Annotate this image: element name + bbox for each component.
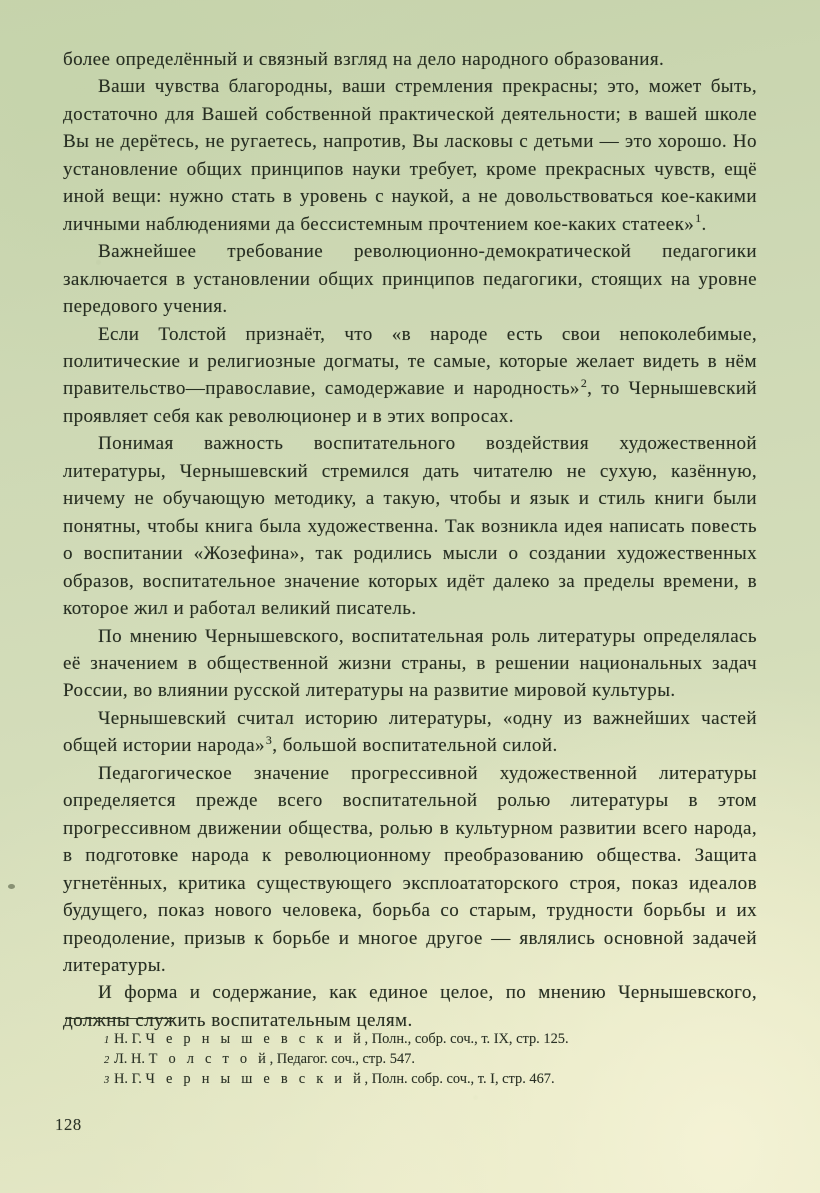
footnote-reference: , Педагог. соч., стр. 547. (269, 1050, 415, 1067)
paragraph-text-tail: , большой воспитательной силой. (272, 735, 558, 757)
paragraph-text: Чернышевский считал историю литературы, «одну из важнейших частей общей истории народа» (63, 707, 757, 757)
paragraph-text: И форма и содержание, как единое целое, по мнению Чернышевского, должны служить воспитательным целям. (63, 982, 757, 1031)
paragraph-po-mneniyu (63, 623, 757, 705)
footnote-author-surname: Ч е р н ы ш е в с к и й (145, 1070, 365, 1087)
paragraph-text: Понимая важность воспитательного воздействия художественной литературы, Чернышевский стремился дать читателю не сухую, казённую, ничему не обучающую методику, а такую, чтобы и язык и стиль книги были понятны, чтобы книга была художественна. Так возникла идея написать повесть о воспитании «Жозефина», так родились мысли о создании художественных образов, воспитательное значение которых идёт далеко за пределы времени, в которое жил и работал великий писатель. (63, 433, 757, 620)
footnote-item (63, 1070, 757, 1090)
footnote-marker: 3 (104, 1074, 110, 1086)
footnote-author-initials: Н. Г. (114, 1031, 142, 1047)
paragraph-chernyshevskii-schital (63, 705, 757, 760)
footnote-marker: 2 (104, 1054, 110, 1066)
paragraph-text: Важнейшее требование революционно-демократической педагогики заключается в установлении общих принципов педагогики, стоящих на уровне передового учения. (63, 241, 757, 318)
paragraph-text: более определённый и связный взгляд на дело народного образования. (63, 49, 665, 70)
paragraph-text-tail: . (701, 213, 707, 235)
paragraph-esli-tolstoi (63, 321, 757, 431)
footnote-block (63, 1018, 757, 1089)
paragraph-text: По мнению Чернышевского, воспитательная роль литературы определялась её значением в общественной жизни страны, в решении национальных задач России, во влиянии русской литературы на развитие мировой культуры. (63, 625, 757, 702)
footnote-separator-rule (65, 1018, 175, 1019)
paragraph-text-tail: , то Чернышевский проявляет себя как революционер и в этих вопросах. (63, 378, 757, 427)
paragraph-pedagogicheskoe-znachenie (63, 760, 757, 980)
paragraph-carryover (63, 46, 757, 73)
paragraph-text: Ваши чувства благородны, ваши стремления прекрасны; это, может быть, достаточно для Вашей собственной практической деятельности; в вашей школе Вы не дерётесь, не ругаетесь, напротив, Вы ласковы с детьми — это хорошо. Но установление общих принципов науки требует, кроме прекрасных чувств, ещё иной вещи: нужно стать в уровень с наукой, а не довольствоваться кое-какими личными наблюдениями да бессистемным прочтением кое-каких статеек» (63, 76, 757, 235)
footnote-author-initials: Л. Н. (114, 1050, 145, 1067)
footnote-ref-1[interactable]: 1 (695, 211, 702, 226)
footnote-list (63, 1030, 757, 1089)
scan-artifact-speck (8, 884, 15, 889)
footnote-ref-3[interactable]: 3 (265, 732, 273, 747)
paragraph-ponimaya-vazhnost (63, 430, 757, 622)
paragraph-text: Если Толстой признаёт, что «в народе есть свои непоколебимые, политические и религиозные догматы, те самые, которые желает видеть в нём правительство—православие, самодержавие и народность» (63, 323, 757, 400)
footnote-author-surname: Ч е р н ы ш е в с к и й (145, 1031, 365, 1047)
footnote-reference: , Полн. собр. соч., т. I, стр. 467. (364, 1070, 555, 1087)
paragraph-text: Педагогическое значение прогрессивной художественной литературы определяется прежде всего воспитательной ролью литературы в этом прогрессивном движении общества, ролью в культурном развитии всего народа, в подготовке народа к революционному преобразованию общества. Защита угнетённых, критика существующего эксплоататорского строя, показ идеалов будущего, показ нового человека, борьба со старым, трудности борьбы и их преодоление, призыв к борьбе и многое другое — являлись основной задачей литературы. (63, 762, 757, 976)
footnote-item (63, 1030, 757, 1050)
paragraph-vazhneishee-trebovanie (63, 238, 757, 320)
footnote-ref-2[interactable]: 2 (580, 376, 588, 391)
page-number: 128 (55, 1115, 82, 1134)
footnote-marker: 1 (104, 1035, 110, 1046)
footnote-author-initials: Н. Г. (114, 1070, 142, 1087)
footnote-author-surname: Т о л с т о й (148, 1050, 270, 1067)
footnote-item (63, 1050, 757, 1070)
paragraph-vashi-chuvstva (63, 73, 757, 238)
text-column (63, 46, 757, 1034)
footnote-reference: , Полн., собр. соч., т. IX, стр. 125. (364, 1031, 569, 1047)
